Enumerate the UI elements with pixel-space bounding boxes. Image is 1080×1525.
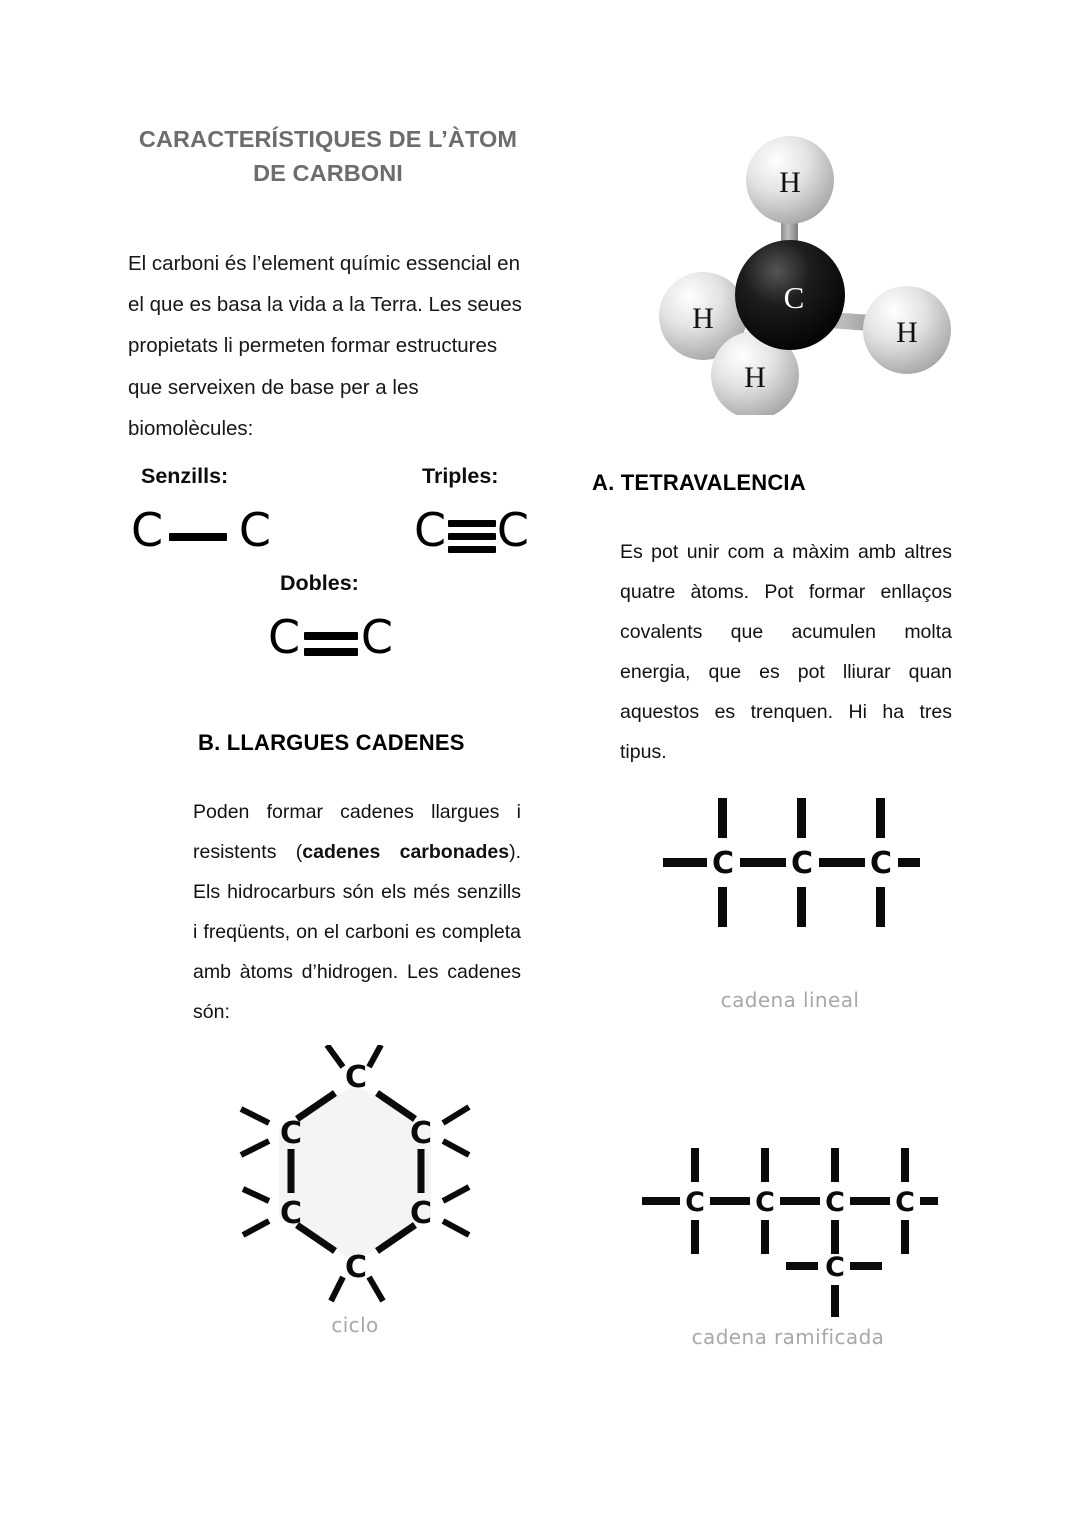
ring-stub-top-b bbox=[369, 1045, 381, 1067]
branched-chain-carbon-2: C bbox=[755, 1187, 775, 1218]
label-triple-bonds: Triples: bbox=[422, 464, 499, 488]
linear-chain-carbon-2: C bbox=[790, 846, 814, 881]
triple-bond-line-bottom bbox=[448, 546, 496, 553]
ring-stub-lower-right-a bbox=[443, 1187, 469, 1201]
page-title bbox=[128, 122, 528, 190]
linear-chain-icon bbox=[655, 780, 925, 980]
branched-chain-figure bbox=[638, 1140, 938, 1365]
ring-carbon-lower-right: C bbox=[409, 1196, 433, 1231]
cyclo-ring-figure bbox=[235, 1045, 475, 1365]
ring-stub-bottom-a bbox=[331, 1277, 343, 1301]
atom-label-h-top: H bbox=[779, 166, 801, 199]
triple-bond-line-top bbox=[448, 520, 496, 527]
section-b-body-emphasis: cadenes carbonades bbox=[302, 840, 510, 863]
ring-stub-upper-right-b bbox=[443, 1141, 469, 1155]
section-b-body-part2: ). Els hidrocarburs són els més senzills i freqüents, on el carboni es completa amb àtoms d’hidrogen. Les cadenes són: bbox=[193, 840, 521, 1024]
section-b-body-part1: Poden formar cadenes llargues i resistents ( bbox=[193, 800, 521, 863]
ring-stub-lower-right-b bbox=[443, 1221, 469, 1235]
linear-chain-figure bbox=[655, 780, 925, 1030]
ring-carbon-upper-left: C bbox=[279, 1116, 303, 1151]
cyclo-ring-caption: ciclo bbox=[331, 1313, 379, 1337]
ring-carbon-top: C bbox=[344, 1060, 368, 1095]
atom-label-c-center: C bbox=[783, 280, 805, 315]
triple-bond-carbon-right: C bbox=[496, 503, 529, 557]
single-bond-carbon-right: C bbox=[238, 503, 271, 557]
branched-chain-icon bbox=[638, 1140, 938, 1320]
ring-stub-upper-right-a bbox=[443, 1107, 469, 1123]
ring-carbon-lower-left: C bbox=[279, 1196, 303, 1231]
label-single-bonds: Senzills: bbox=[141, 464, 229, 488]
section-a-body: Es pot unir com a màxim amb altres quatre àtoms. Pot formar enllaços covalents que acumulen molta energia, que es pot lliurar quan aquestos es trenquen. Hi ha tres tipus. bbox=[620, 540, 952, 764]
single-bond-figure bbox=[131, 503, 271, 565]
linear-chain-caption: cadena lineal bbox=[720, 988, 860, 1012]
cyclohexane-ring-icon bbox=[235, 1045, 475, 1307]
section-b-body bbox=[193, 792, 521, 1033]
intro-paragraph: El carboni és l’element químic essencial en el que es basa la vida a la Terra. Les seues propietats li permeten formar estructures que serveixen de base per a les biomolècules: bbox=[128, 251, 522, 441]
atom-label-h-bottom: H bbox=[744, 361, 766, 394]
branched-chain-carbon-1: C bbox=[685, 1187, 705, 1218]
page-title-line-1: CARACTERÍSTIQUES DE L’ÀTOM bbox=[138, 126, 518, 152]
double-bond-carbon-left: C bbox=[268, 610, 301, 664]
ring-carbon-upper-right: C bbox=[409, 1116, 433, 1151]
double-bond-figure bbox=[268, 610, 393, 672]
ring-stub-upper-left-b bbox=[241, 1141, 269, 1155]
branched-chain-caption: cadena ramificada bbox=[691, 1325, 885, 1349]
double-bond-carbon-right: C bbox=[360, 610, 393, 664]
branched-chain-carbon-3: C bbox=[825, 1187, 845, 1218]
atom-label-h-right: H bbox=[896, 316, 918, 349]
linear-chain-carbon-1: C bbox=[711, 846, 735, 881]
page-title-line-2: DE CARBONI bbox=[253, 160, 403, 187]
section-b-heading: B. LLARGUES CADENES bbox=[198, 730, 465, 755]
ring-carbon-bottom: C bbox=[344, 1250, 368, 1285]
single-bond-line bbox=[169, 533, 227, 541]
double-bond-line-top bbox=[304, 632, 358, 640]
double-bond-line-bottom bbox=[304, 648, 358, 656]
ring-stub-lower-left-a bbox=[243, 1189, 269, 1201]
methane-molecule-icon bbox=[655, 130, 960, 415]
section-a-heading: A. TETRAVALENCIA bbox=[592, 470, 806, 495]
branched-chain-carbon-branch: C bbox=[825, 1252, 845, 1283]
atom-label-h-left: H bbox=[692, 302, 714, 335]
ring-stub-top-a bbox=[327, 1045, 343, 1067]
branched-chain-carbon-4: C bbox=[895, 1187, 915, 1218]
ring-stub-lower-left-b bbox=[243, 1221, 269, 1235]
ring-stub-upper-left-a bbox=[241, 1109, 269, 1123]
label-double-bonds: Dobles: bbox=[280, 571, 359, 595]
ring-stub-bottom-b bbox=[369, 1277, 383, 1301]
triple-bond-line-middle bbox=[448, 533, 496, 540]
single-bond-carbon-left: C bbox=[131, 503, 164, 557]
triple-bond-figure bbox=[414, 503, 529, 565]
methane-molecule-figure bbox=[655, 130, 960, 415]
triple-bond-carbon-left: C bbox=[414, 503, 447, 557]
linear-chain-carbon-3: C bbox=[869, 846, 893, 881]
